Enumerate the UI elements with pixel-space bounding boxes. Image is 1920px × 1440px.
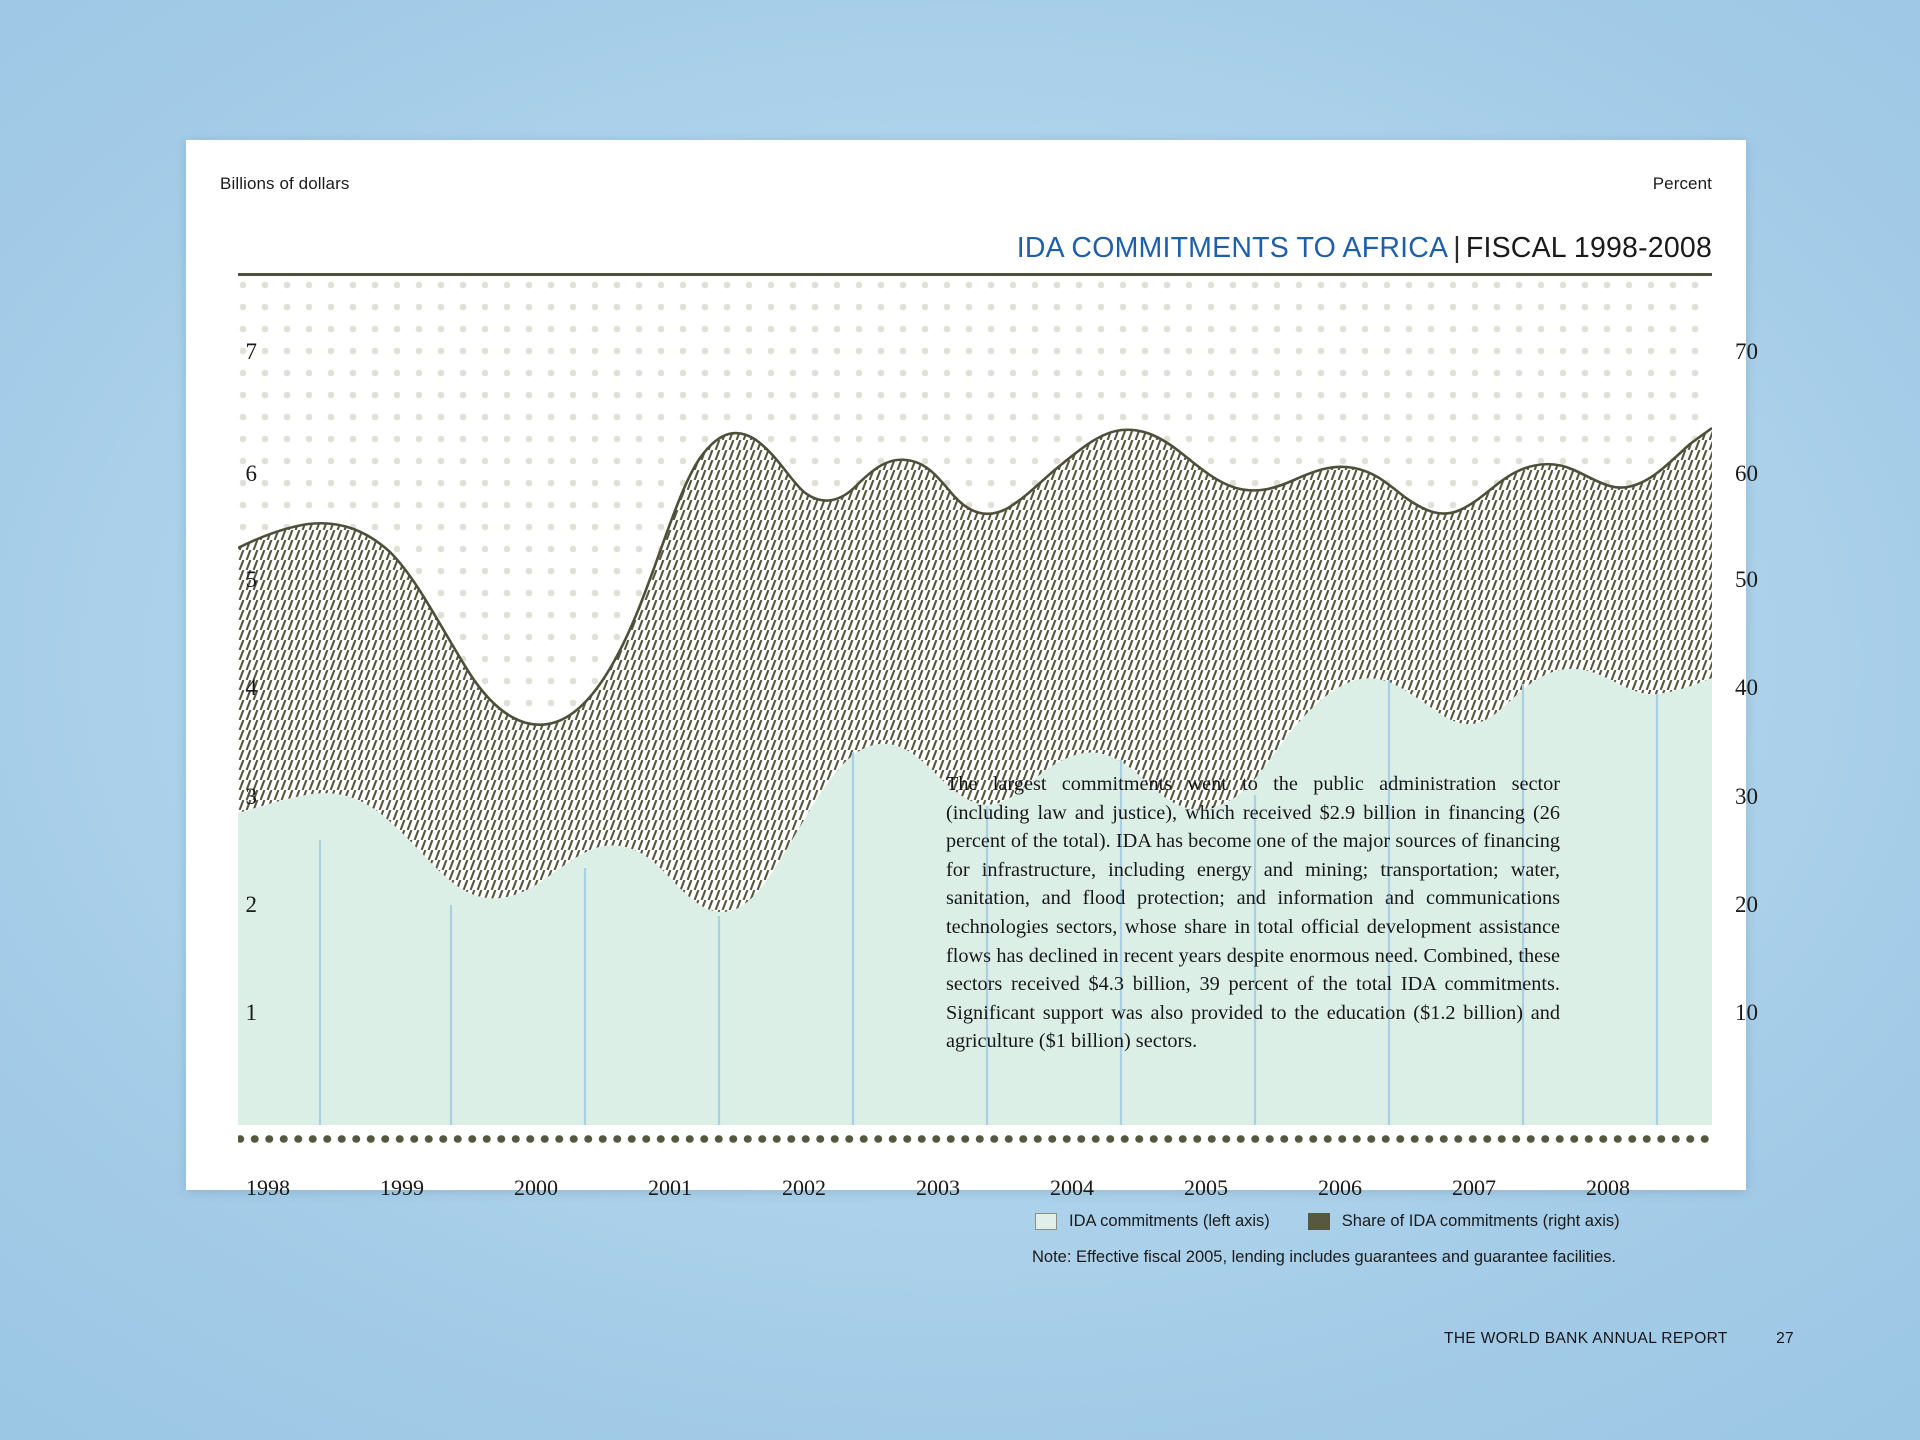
chart-legend — [1035, 1212, 1620, 1231]
y2-axis-tick-50: 50 — [1735, 567, 1758, 592]
chart-title-secondary: FISCAL 1998-2008 — [1465, 232, 1712, 264]
y-axis-tick-4: 4 — [245, 675, 257, 700]
legend-label-commitments: IDA commitments (left axis) — [1069, 1212, 1270, 1230]
y-axis-tick-7: 7 — [245, 339, 257, 364]
chart-card — [186, 140, 1758, 1200]
y2-axis-tick-70: 70 — [1735, 339, 1758, 364]
x-axis-tick-2002: 2002 — [782, 1175, 826, 1200]
title-rule — [238, 273, 1712, 276]
y2-axis-tick-20: 20 — [1735, 892, 1758, 917]
y2-axis-tick-40: 40 — [1735, 675, 1758, 700]
x-axis-tick-2006: 2006 — [1318, 1175, 1362, 1200]
y-axis-tick-1: 1 — [245, 1000, 257, 1025]
footer-publication: THE WORLD BANK ANNUAL REPORT — [1444, 1330, 1728, 1347]
y-axis-tick-5: 5 — [245, 567, 257, 592]
chart-title-primary: IDA COMMITMENTS TO AFRICA — [1016, 232, 1449, 264]
page-footer — [1444, 1330, 1794, 1348]
y2-axis-tick-10: 10 — [1735, 1000, 1758, 1025]
footer-page-number: 27 — [1776, 1330, 1795, 1347]
y-axis-tick-2: 2 — [245, 892, 257, 917]
x-axis-tick-2008: 2008 — [1586, 1175, 1630, 1200]
legend-swatch-share — [1308, 1213, 1330, 1230]
chart-title — [1017, 232, 1712, 265]
left-axis-unit-label: Billions of dollars — [220, 174, 350, 193]
x-axis-tick-2007: 2007 — [1452, 1175, 1496, 1200]
y2-axis-tick-60: 60 — [1735, 461, 1758, 486]
x-axis-tick-2003: 2003 — [916, 1175, 960, 1200]
right-axis-unit-label: Percent — [1652, 174, 1712, 193]
x-axis-dotted-baseline — [238, 1135, 1712, 1143]
x-axis-tick-2001: 2001 — [648, 1175, 692, 1200]
legend-label-share: Share of IDA commitments (right axis) — [1341, 1212, 1620, 1230]
x-axis-tick-2005: 2005 — [1184, 1175, 1228, 1200]
y2-axis-tick-30: 30 — [1735, 784, 1758, 809]
chart-title-separator: | — [1453, 232, 1461, 264]
chart-note: Note: Effective fiscal 2005, lending includes guarantees and guarantee facilities. — [1032, 1248, 1616, 1266]
chart-callout-text: The largest commitments went to the public administration sector (including law and justice), which received $2.9 billion in financing (26 percent of the total). IDA has become one of the major sources of financing for infrastructure, including energy and mining; transportation; water, sanitation, and flood protection; and information and communications technologies sectors, whose share in total official development assistance flows has declined in recent years despite enormous need. Combined, these sectors received $4.3 billion, 39 percent of the total IDA commitments. Significant support was also provided to the education ($1.2 billion) and agriculture ($1 billion) sectors. — [946, 773, 1560, 1053]
x-axis-tick-1999: 1999 — [380, 1175, 424, 1200]
x-axis-tick-2000: 2000 — [514, 1175, 558, 1200]
x-axis-tick-2004: 2004 — [1050, 1175, 1094, 1200]
legend-swatch-commitments — [1035, 1213, 1057, 1230]
x-axis-tick-1998: 1998 — [246, 1175, 290, 1200]
y-axis-tick-6: 6 — [245, 461, 257, 486]
y-axis-tick-3: 3 — [245, 784, 257, 809]
